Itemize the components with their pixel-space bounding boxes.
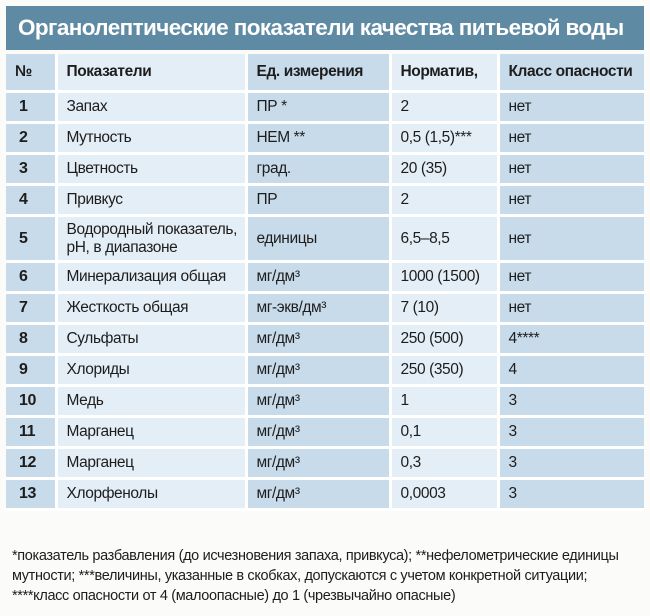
- cell-num: 2: [6, 123, 56, 154]
- cell-indicator: Жесткость общая: [56, 293, 246, 324]
- page-title: Органолептические показатели качества питьевой воды: [18, 15, 624, 40]
- header-indicator: Показатели: [56, 54, 246, 92]
- cell-indicator: Марганец: [56, 417, 246, 448]
- cell-norm: 250 (350): [390, 355, 498, 386]
- cell-unit: мг/дм³: [246, 417, 390, 448]
- table-row: [6, 92, 644, 123]
- cell-unit: НЕМ **: [246, 123, 390, 154]
- table-row: [6, 479, 644, 510]
- table-row: [6, 154, 644, 185]
- cell-indicator: Цветность: [56, 154, 246, 185]
- cell-unit: мг/дм³: [246, 355, 390, 386]
- table-body: [6, 92, 644, 510]
- cell-indicator: Запах: [56, 92, 246, 123]
- table-row: [6, 216, 644, 262]
- cell-norm: 1000 (1500): [390, 262, 498, 293]
- title-banner: [6, 6, 644, 50]
- cell-indicator: Мутность: [56, 123, 246, 154]
- cell-hazard: 4****: [498, 324, 644, 355]
- cell-unit: единицы: [246, 216, 390, 262]
- header-norm: Норматив,: [390, 54, 498, 92]
- cell-hazard: нет: [498, 154, 644, 185]
- cell-num: 4: [6, 185, 56, 216]
- table-row: [6, 262, 644, 293]
- cell-unit: град.: [246, 154, 390, 185]
- cell-num: 6: [6, 262, 56, 293]
- cell-num: 13: [6, 479, 56, 510]
- cell-norm: 20 (35): [390, 154, 498, 185]
- cell-num: 8: [6, 324, 56, 355]
- cell-num: 7: [6, 293, 56, 324]
- cell-indicator: Привкус: [56, 185, 246, 216]
- table-header-row: [6, 54, 644, 92]
- cell-norm: 0,3: [390, 448, 498, 479]
- cell-norm: 7 (10): [390, 293, 498, 324]
- cell-indicator: Водородный показатель, pH, в диапазоне: [56, 216, 246, 262]
- cell-hazard: 4: [498, 355, 644, 386]
- cell-unit: мг/дм³: [246, 262, 390, 293]
- table-row: [6, 417, 644, 448]
- cell-hazard: нет: [498, 293, 644, 324]
- cell-hazard: 3: [498, 479, 644, 510]
- table-row: [6, 355, 644, 386]
- cell-num: 10: [6, 386, 56, 417]
- header-num: №: [6, 54, 56, 92]
- table-row: [6, 293, 644, 324]
- cell-hazard: 3: [498, 386, 644, 417]
- cell-norm: 1: [390, 386, 498, 417]
- cell-norm: 2: [390, 185, 498, 216]
- cell-unit: ПР *: [246, 92, 390, 123]
- table-row: [6, 386, 644, 417]
- cell-unit: мг/дм³: [246, 386, 390, 417]
- cell-unit: мг/дм³: [246, 448, 390, 479]
- cell-hazard: нет: [498, 216, 644, 262]
- cell-indicator: Хлорфенолы: [56, 479, 246, 510]
- table-row: [6, 185, 644, 216]
- cell-hazard: нет: [498, 262, 644, 293]
- cell-num: 5: [6, 216, 56, 262]
- cell-indicator: Минерализация общая: [56, 262, 246, 293]
- cell-unit: мг/дм³: [246, 324, 390, 355]
- cell-unit: ПР: [246, 185, 390, 216]
- header-hazard: Класс опасности: [498, 54, 644, 92]
- footnote: *показатель разбавления (до исчезновения запаха, привкуса); **нефелометрические единицы мутности; ***величины, указанные в скобках, допускаются с учетом конкретной ситуации; ****класс опасности от 4 (малоопасные) до 1 (чрезвычайно опасные): [12, 548, 619, 604]
- cell-indicator: Медь: [56, 386, 246, 417]
- table-row: [6, 324, 644, 355]
- cell-hazard: нет: [498, 185, 644, 216]
- cell-norm: 6,5–8,5: [390, 216, 498, 262]
- cell-hazard: 3: [498, 448, 644, 479]
- cell-norm: 0,0003: [390, 479, 498, 510]
- cell-norm: 250 (500): [390, 324, 498, 355]
- cell-unit: мг-экв/дм³: [246, 293, 390, 324]
- cell-indicator: Сульфаты: [56, 324, 246, 355]
- cell-indicator: Хлориды: [56, 355, 246, 386]
- header-unit: Ед. измерения: [246, 54, 390, 92]
- cell-hazard: нет: [498, 123, 644, 154]
- table-row: [6, 448, 644, 479]
- cell-num: 9: [6, 355, 56, 386]
- cell-norm: 0,5 (1,5)***: [390, 123, 498, 154]
- table-row: [6, 123, 644, 154]
- cell-num: 12: [6, 448, 56, 479]
- cell-num: 11: [6, 417, 56, 448]
- cell-norm: 2: [390, 92, 498, 123]
- cell-norm: 0,1: [390, 417, 498, 448]
- water-quality-table: [6, 54, 644, 511]
- cell-hazard: 3: [498, 417, 644, 448]
- cell-indicator: Марганец: [56, 448, 246, 479]
- cell-hazard: нет: [498, 92, 644, 123]
- cell-num: 3: [6, 154, 56, 185]
- cell-num: 1: [6, 92, 56, 123]
- cell-unit: мг/дм³: [246, 479, 390, 510]
